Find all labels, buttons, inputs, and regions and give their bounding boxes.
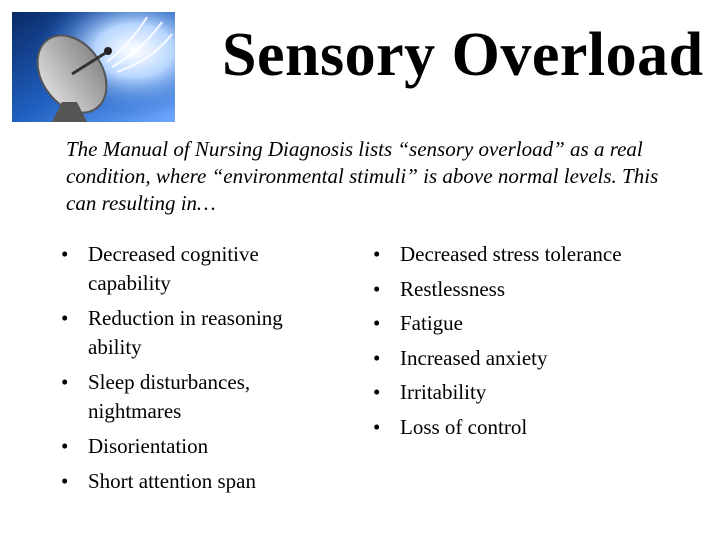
left-bullet-column (58, 240, 338, 502)
right-bullet-list (370, 240, 700, 442)
left-bullet-list (58, 240, 338, 496)
bullet-icon: • (373, 242, 381, 266)
page-title: Sensory Overload (222, 21, 704, 89)
list-item (58, 368, 338, 426)
bullet-icon: • (373, 311, 381, 335)
satellite-dish-icon (12, 12, 175, 122)
list-item-text: Increased anxiety (400, 345, 548, 370)
bullet-icon: • (373, 414, 381, 439)
list-item-text: Restlessness (400, 276, 505, 301)
bullet-icon: • (373, 345, 381, 370)
list-item (58, 467, 338, 496)
list-item (370, 309, 700, 338)
list-item-text: Decreased cognitive capability (88, 242, 259, 295)
list-item (370, 344, 700, 373)
bullet-icon: • (373, 380, 381, 404)
list-item (58, 432, 338, 461)
list-item (370, 413, 700, 442)
bullet-icon: • (61, 434, 69, 458)
list-item-text: Decreased stress tolerance (400, 242, 622, 266)
list-item-text: Short attention span (88, 469, 256, 493)
bullet-icon: • (61, 306, 69, 330)
list-item (370, 240, 700, 269)
list-item (58, 304, 338, 362)
list-item-text: Reduction in reasoning ability (88, 306, 283, 359)
bullet-icon: • (61, 242, 69, 266)
list-item-text: Loss of control (400, 414, 528, 439)
bullet-icon: • (61, 469, 69, 493)
list-item (58, 240, 338, 298)
bullet-icon: • (373, 276, 381, 301)
right-bullet-column (370, 240, 700, 447)
list-item-text: Sleep disturbances, nightmares (88, 370, 251, 423)
list-item (370, 378, 700, 407)
list-item-text: Fatigue (400, 311, 463, 335)
intro-paragraph: The Manual of Nursing Diagnosis lists “sensory overload” as a real condition, where “environmental stimuli” is above normal levels. This can resulting in… (66, 137, 659, 215)
list-item-text: Irritability (400, 380, 487, 404)
list-item (370, 275, 700, 304)
bullet-icon: • (61, 370, 69, 394)
list-item-text: Disorientation (88, 434, 209, 458)
